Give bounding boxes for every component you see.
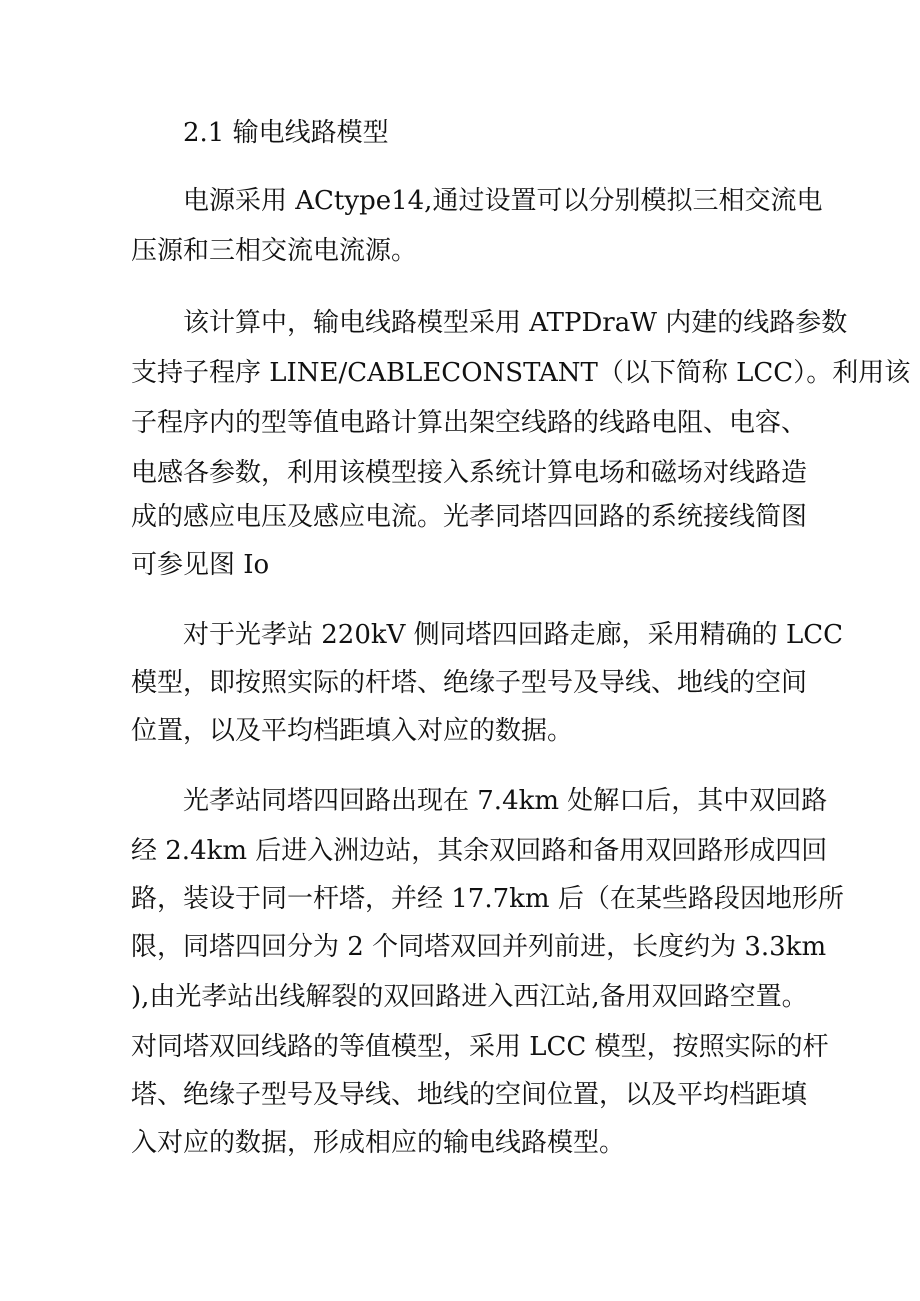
- paragraph-3-line-1: 对于光孝站 220kV 侧同塔四回路走廊，采用精确的 LCC: [183, 620, 844, 650]
- paragraph-4-line-6: 对同塔双回线路的等值模型，采用 LCC 模型，按照实际的杆: [131, 1032, 829, 1062]
- paragraph-1-line-2: 压源和三相交流电流源。: [131, 236, 418, 266]
- paragraph-2-line-2: 支持子程序 LINE/CABLECONSTANT（以下简称 LCC）。利用该: [131, 358, 911, 388]
- paragraph-1-line-1: 电源采用 ACtype14,通过设置可以分别模拟三相交流电: [183, 186, 823, 216]
- paragraph-4-line-5: ),由光孝站出线解裂的双回路进入西江站,备用双回路空置。: [131, 982, 808, 1012]
- paragraph-4-line-3: 路，装设于同一杆塔，并经 17.7km 后（在某些路段因地形所: [131, 884, 844, 914]
- paragraph-3-line-2: 模型，即按照实际的杆塔、绝缘子型号及导线、地线的空间: [131, 668, 808, 698]
- paragraph-3-line-3: 位置，以及平均档距填入对应的数据。: [131, 716, 574, 746]
- paragraph-2-line-5: 成的感应电压及感应电流。光孝同塔四回路的系统接线简图: [131, 502, 808, 532]
- paragraph-4-line-7: 塔、绝缘子型号及导线、地线的空间位置，以及平均档距填: [131, 1080, 808, 1110]
- paragraph-2-line-4: 电感各参数，利用该模型接入系统计算电场和磁场对线路造: [131, 458, 808, 488]
- paragraph-2-line-3: 子程序内的型等值电路计算出架空线路的线路电阻、电容、: [131, 408, 808, 438]
- paragraph-4-line-4: 限，同塔四回分为 2 个同塔双回并列前进，长度约为 3.3km: [131, 932, 827, 962]
- section-heading: 2.1 输电线路模型: [183, 118, 389, 148]
- paragraph-2-line-1: 该计算中，输电线路模型采用 ATPDraW 内建的线路参数: [183, 308, 848, 338]
- paragraph-2-line-6: 可参见图 Io: [131, 550, 270, 580]
- paragraph-4-line-1: 光孝站同塔四回路出现在 7.4km 处解口后，其中双回路: [183, 786, 828, 816]
- paragraph-4-line-8: 入对应的数据，形成相应的输电线路模型。: [131, 1128, 626, 1158]
- paragraph-4-line-2: 经 2.4km 后进入洲边站，其余双回路和备用双回路形成四回: [131, 836, 828, 866]
